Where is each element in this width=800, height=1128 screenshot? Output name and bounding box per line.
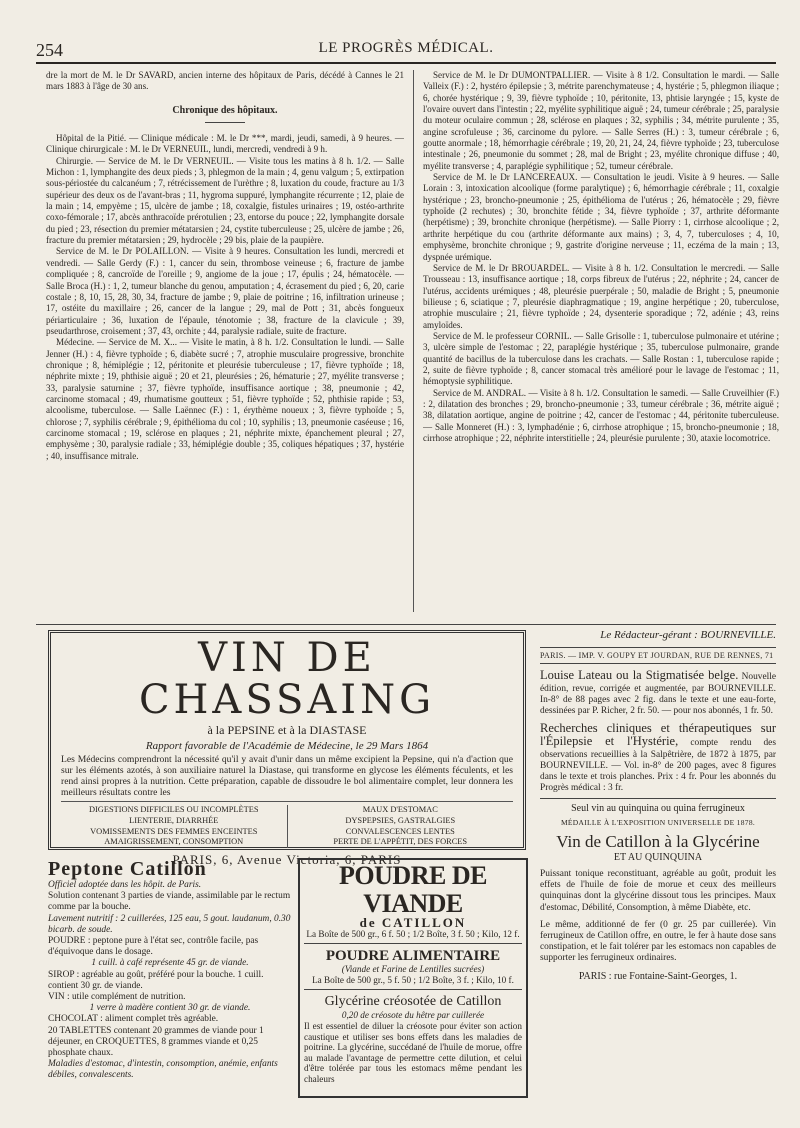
ad-subtitle-2: (Viande et Farine de Lentilles sucrées) xyxy=(341,964,485,975)
indication-item: MAUX D'ESTOMAC xyxy=(362,805,438,814)
ad-title: POUDRE DE VIANDE xyxy=(339,861,487,918)
paragraph-brouardel: Service de M. le Dr BROUARDEL. — Visite à 8 h. 1/2. Consultation le mercredi. — Salle Trousseau : 13, insuffisance aortique ; 18, corps fibreux de l'utérus ; 22, néphrite ; 24, cancer de l'utérus, accidents urémiques ; 48, pleurésie puerpérale ; 50, maladie de Bright ; 5, pneumonie bilieuse ; 6, sciatique ; 7, pleurésie diaphragmatique ; 19, angine herpétique ; 20, tuberculose, atrophie musculaire ; 21, fièvre typhoïde ; 24, dysenterie sporadique ; 72, adénie ; 43, reins amyloïdes. xyxy=(423,262,779,330)
book-louise-lateau xyxy=(540,670,776,717)
ferrugineux-line: Seul vin au quinquina ou quina ferrugineux xyxy=(571,803,745,815)
column-divider xyxy=(413,70,414,612)
book-text: compte rendu des observations recueillies à la Salpêtrière, de 1872 à 1875, par BOURNEVILLE. — Vol. in-8° de 200 pages, avec 8 figures dans le texte et trois planches. Prix : 4 fr. Pour les abonnés du Progrès médical : 3 fr. xyxy=(540,738,776,794)
ads-rule xyxy=(36,624,776,625)
ad-line: Solution contenant 3 parties de viande, assimilable par le rectum comme par la bouche. xyxy=(48,891,291,913)
vin-catillon-address: PARIS : rue Fontaine-Saint-Georges, 1. xyxy=(578,970,738,982)
indication-item: DYSPEPSIES, GASTRALGIES xyxy=(345,815,456,825)
paragraph-dumontpallier: Service de M. le Dr DUMONTPALLIER. — Visite à 8 1/2. Consultation le mardi. — Salle Valleix (F.) : 2, hystéro épilepsie ; 3, métrite parenchymateuse ; 4, hystérie ; 5, phlegmon iliaque ; 6, chorée hystérique ; 9, 39, fièvre typhoïde ; 10, péritonite, 13, phtisie laryngée ; 15, kyste de l'ovaire ouvert dans l'intestin ; 22, myélite syphilitique aiguë ; 24, tumeur cérébrale ; 25, paralysie du moteur oculaire commun ; 28, sclérose en plaques ; 32, syphilis ; 34, métrite purulente ; 35, angine scrofuleuse ; 36, carcinome du pylore. — Salle Serres (H.) : 3, tumeur cérébrale ; 6, goutte anormale ; 18, hémorrhagie cérébrale ; 19, 20, 21, 24, 24, fièvre typhoïde ; 23, tuberculose intestinale ; 26, pneumonie du sommet ; 28, mal de Bright ; 23, myélite chronique diffuse ; 40, myélite transverse ; 4, paraplégie syphilitique ; 52, tumeur cérébrale. xyxy=(423,70,779,171)
medaille-line: MÉDAILLE À L'EXPOSITION UNIVERSELLE DE 1878. xyxy=(560,817,756,827)
paragraph-lancereaux: Service de M. le Dr LANCEREAUX. — Consultation le jeudi. Visite à 9 heures. — Salle Lorain : 3, intoxication alcoolique (forme paralytique) ; 6, hémorrhagie cérébrale ; 11, coxalgie hystérique ; 23, broncho-pneumonie ; 25, épithélioma de l'utérus ; 26, hématocèle ; 29, fièvre typhoïde (2 rechutes) ; 30, bronchite fétide ; 34, fièvre typhoïde ; 37, arthrite déformante (herpétisme) ; 39, bronchite chronique (herpétisme). — Salle Piorry : 1, cirrhose alcoolique ; 2, arthrite herpétique du cou (arthrite déformante aux mains) ; 3, 4, 7, tuberculoses ; 4, 10, emphysème, bronchite chronique ; 9, gastrite d'origine nerveuse ; 11, eczéma de la main ; 13, dyspnée urémique. xyxy=(423,172,779,262)
ad-line: CHOCOLAT : aliment complet très agréable. xyxy=(48,1014,219,1025)
vin-catillon-title: Vin de Catillon à la Glycérine xyxy=(556,831,760,851)
redacteur-gerant: Le Rédacteur-gérant : BOURNEVILLE. xyxy=(600,629,776,641)
ad-subtitle-3: 0,20 de créosote du hêtre par cuillerée xyxy=(341,1010,485,1021)
ad-prices-2: La Boîte de 500 gr., 5 f. 50 ; 1/2 Boîte, 3 f. ; Kilo, 10 f. xyxy=(312,974,514,985)
indication-item: AMAIGRISSEMENT, CONSOMPTION xyxy=(104,837,244,847)
ad-divider xyxy=(304,989,522,990)
header-rule xyxy=(36,62,776,64)
sidebar-divider xyxy=(540,798,776,799)
book-text: Nouvelle édition, revue, corrigée et augmentée, par BOURNEVILLE. In-8° de 88 pages avec 2 fig. dans le texte et une eau-forte, dessinées par P. Richer, 2 fr. 50. — pour nos abonnés, 1 fr. 50. xyxy=(540,672,776,717)
ad-line: Officiel adoptée dans les hôpit. de Paris. xyxy=(48,880,202,890)
book-title: Recherches cliniques et thérapeutiques sur l'Épilepsie et l'Hystérie, xyxy=(540,721,776,749)
ad-title-2: POUDRE ALIMENTAIRE xyxy=(325,948,501,965)
paragraph-chirurgie: Chirurgie. — Service de M. le Dr VERNEUIL. — Visite tous les matins à 8 h. 1/2. — Salle Michon : 1, lymphangite des deux pieds ; 3, phlegmon de la main ; 4, genu valgum ; 5, extirpation sous-périostée du calcanéum ; 7, rétrécissement de l'urèthre ; 8, luxation du coude, fracture au 1/3 supérieur des deux os de l'avant-bras ; 11, hygroma suppuré, lymphangite récurrente ; 12, plaie de la main ; 14, empyème ; 15, ulcère de jambe ; 18, coxalgie, fistules urinaires ; 19, ostéo-arthrite coxo-fémorale ; 17, abcès anthracoïde prérotulien ; 23, entorse du pouce ; 22, lymphangite dorsale du pied ; 23, résection du premier métatarsien ; 24, cystite tuberculeuse ; 25, ulcère de jambe ; 26, fracture du premier métatarsien ; 29, hydrocèle ; 29 bis, plaie de la paupière. xyxy=(46,155,404,246)
ad-line: 1 cuill. à café représente 45 gr. de viande. xyxy=(91,958,249,969)
ad-title: VIN DE CHASSAING xyxy=(138,635,436,723)
running-title: LE PROGRÈS MÉDICAL. xyxy=(318,40,494,56)
right-sidebar xyxy=(540,630,776,982)
ad-peptone-catillon xyxy=(48,858,292,1098)
vin-catillon-text: Puissant tonique reconstituant, agréable au goût, produit les effets de l'huile de foie de morue et ceux des meilleurs quinquinas dont la glycérine dissout tous les principes. Maux d'estomac, Débilité, Consomption, à même Diabète, etc. xyxy=(540,869,776,913)
ad-rapport: Rapport favorable de l'Académie de Médecine, le 29 Mars 1864 xyxy=(145,740,429,752)
ad-prices: La Boîte de 500 gr., 6 f. 50 ; 1/2 Boîte, 3 f. 50 ; Kilo, 12 f. xyxy=(306,928,520,939)
ad-line: 1 verre à madère contient 30 gr. de viande. xyxy=(89,1003,251,1014)
ad-line: 20 TABLETTES contenant 20 grammes de viande pour 1 déjeuner, en CROQUETTES, 8 grammes viande et 0,25 phosphate chaux. xyxy=(48,1025,264,1059)
imprint-line: PARIS. — IMP. V. GOUPY ET JOURDAN, RUE DE RENNES, 71 xyxy=(540,647,776,664)
right-column xyxy=(423,70,779,616)
ad-title-3: Glycérine créosotée de Catillon xyxy=(324,994,502,1010)
ad-indications xyxy=(61,801,513,848)
indications-left xyxy=(61,805,287,848)
indications-right xyxy=(288,805,514,848)
page-header xyxy=(36,40,776,62)
ad-text-3: Il est essentiel de diluer la créosote pour éviter son action caustique et utiliser ses bons effets dans les maladies de poitrine. La glycérine, succédané de l'huile de morue, offre au malade l'avantage de permettre cette dilution, et celui d'être tolérée par tous les estomacs même pendant les chaleurs xyxy=(304,1020,522,1084)
ad-line: POUDRE : peptone pure à l'état sec, contrôle facile, pas d'équivoque dans le dosage. xyxy=(48,936,259,958)
section-title: Chronique des hôpitaux. xyxy=(172,104,278,116)
vin-catillon-subtitle: ET AU QUINQUINA xyxy=(613,851,703,863)
ad-address: PARIS, 6, Avenue Victoria, 6, PARIS xyxy=(172,852,402,868)
book-title: Louise Lateau ou la Stigmatisée belge. xyxy=(540,668,739,683)
paragraph-cornil: Service de M. le professeur CORNIL. — Salle Grisolle : 1, tuberculose pulmonaire et utérine ; 3, ulcère simple de l'estomac ; 22, paraplégie hystérique ; 35, tuberculose pulmonaire, grande quantité de bacillus de la tuberculose dans les crachats. — Salle Rostan : 1, tuberculose rapide ; 2, suite de fièvre typhoïde ; 8, cancer stomacal très amélioré pour le lavage de l'estomac ; 11, hémoptysie syphilitique. xyxy=(423,330,779,387)
intro-paragraph: dre la mort de M. le Dr SAVARD, ancien interne des hôpitaux de Paris, décédé à Cannes le 21 mars 1883 à l'âge de 30 ans. xyxy=(46,70,404,92)
paragraph-medecine: Médecine. — Service de M. X... — Visite le matin, à 8 h. 1/2. Consultation le lundi. — Salle Jenner (H.) : 4, fièvre typhoïde ; 6, diabète sucré ; 7, atrophie musculaire progressive, bronchite chronique ; 8, hémiplégie ; 12, péritonite et pleurésie tuberculeuse ; 17, fièvre typhoïde ; 18, néphrite mixte ; 19, phthisie aiguë ; 20 et 21, pleurésies ; 26, hématurie ; 27, myélite transverse ; 33, paralysie saturnine ; 37, fièvre typhoïde, insuffisance aortique ; 38, pneumonie ; 42, carcinome stomacal ; 49, rhumatisme goutteux ; 51, fièvre typhoïde ; 52, phthisie rapide ; 53, alcoolisme, tuberculose. — Salle Laënnec (F.) : 1, érythème noueux ; 3, fièvre typhoïde ; 5, chlorose ; 7, syphilis cérébrale ; 9, épithélioma du col ; 10, syphilis ; 13, pneumonie caséeuse ; 16, carcinome stomacal ; 19, sclérose en plaques ; 21, néphrite mixte, épanchement pleural ; 27, emphysème ; 30, paralysie radiale ; 33, hémiplégie double ; 35, coliques hépatiques ; 37, hystérie ; 40, insuffisance mitrale. xyxy=(46,337,404,461)
ad-divider xyxy=(304,943,522,944)
paragraph-polaillon: Service de M. le Dr POLAILLON. — Visite à 9 heures. Consultation les lundi, mercredi et vendredi. — Salle Gerdy (F.) : 1, cancer du sein, thrombose veineuse ; 6, fracture de jambe compliquée ; 8, cancroïde de l'oreille ; 9, angiome de la joue ; 17, épulis ; 24, hématocèle. — Salle Broca (H.) : 1, 2, tumeur blanche du genou, amputation ; 4, écrasement du pied ; 6, 20, carie costale ; 8, 10, 15, 28, 30, 34, fracture de jambe ; 9, plaie de poitrine ; 16, infiltration urineuse ; 17, ostéite du maxillaire ; 26, cancer de la langue ; 29, mal de Pott ; 31, abcès fongueux périarticulaire ; 36, luxation de l'épaule, ténotomie ; 38, fracture de la clavicule ; 39, pseudarthrose, croisement ; 37, 43, orchite ; 44, paralysie radiale, suite de fracture. xyxy=(46,246,404,336)
paragraph-andral: Service de M. ANDRAL. — Visite à 8 h. 1/2. Consultation le samedi. — Salle Cruveilhier (F.) : 2, dilatation des bronches ; 29, broncho-pneumonie ; 33, tumeur cérébrale ; 36, métrite aiguë ; 38, dilatation aortique, angine de poitrine ; 42, cancer de l'estomac ; 44, péritonite tuberculeuse. — Salle Monneret (H.) : 3, lymphadénie ; 6, cirrhose atrophique ; 15, broncho-pneumonie ; 18, cirrhose atrophique ; 22, néphrite interstitielle ; 24, pleurésie purulente ; 30, ataxie locomotrice. xyxy=(423,387,779,443)
ad-subtitle: à la PEPSINE et à la DIASTASE xyxy=(207,723,367,737)
indication-item: PERTE DE L'APPÉTIT, DES FORCES xyxy=(333,837,468,847)
ad-poudre-viande xyxy=(298,858,528,1098)
ad-vin-chassaing xyxy=(48,630,526,868)
indication-item: DIGESTIONS DIFFICILES OU INCOMPLÈTES xyxy=(88,805,259,814)
ad-line: Lavement nutritif : 2 cuillerées, 125 eau, 5 gout. laudanum, 0.30 bicarb. de soude. xyxy=(48,913,291,935)
paragraph-pitie: Hôpital de la Pitié. — Clinique médicale : M. le Dr ***, mardi, jeudi, samedi, à 9 heures. — Clinique chirurgicale : M. le Dr VERNEUIL, lundi, mercredi, vendredi à 9 h. xyxy=(46,133,404,155)
section-rule xyxy=(205,122,245,123)
book-recherches xyxy=(540,723,776,794)
ad-title: Peptone Catillon xyxy=(48,858,207,880)
vin-catillon-text-2: Le même, additionné de fer (0 gr. 25 par cuillerée). Vin ferrugineux de Catillon offre, en outre, le fer à haute dose sans constipation, et le fait tolérer par les estomacs non capables de supporter les ferrugineux ordinaires. xyxy=(540,919,776,964)
indication-item: LIENTERIE, DIARRHÉE xyxy=(129,815,219,825)
page-number: 254 xyxy=(36,40,63,60)
indication-item: CONVALESCENCES LENTES xyxy=(345,826,455,836)
ad-maker: de CATILLON xyxy=(359,915,467,930)
ad-line: VIN : utile complément de nutrition. xyxy=(48,992,186,1003)
ad-text: Les Médecins comprendront la nécessité qu'il y avait d'unir dans un même excipient la Pepsine, qui n'a d'action que sur les éléments azotés, à son auxiliaire naturel la Diastase, qui transforme en glycose les éléments féculents, et les rend ainsi propres à la nutrition. Cette préparation, capable de dissoudre le bol alimentaire complet, leur donnera les meilleurs résultats contre les xyxy=(61,754,513,798)
ad-line: SIROP : agréable au goût, préféré pour la bouche. 1 cuill. contient 30 gr. de viande. xyxy=(48,969,264,991)
ad-line: Maladies d'estomac, d'intestin, consomption, anémie, enfants débiles, convalescents. xyxy=(48,1059,278,1081)
indication-item: VOMISSEMENTS DES FEMMES ENCEINTES xyxy=(90,826,258,836)
left-column xyxy=(46,70,404,616)
